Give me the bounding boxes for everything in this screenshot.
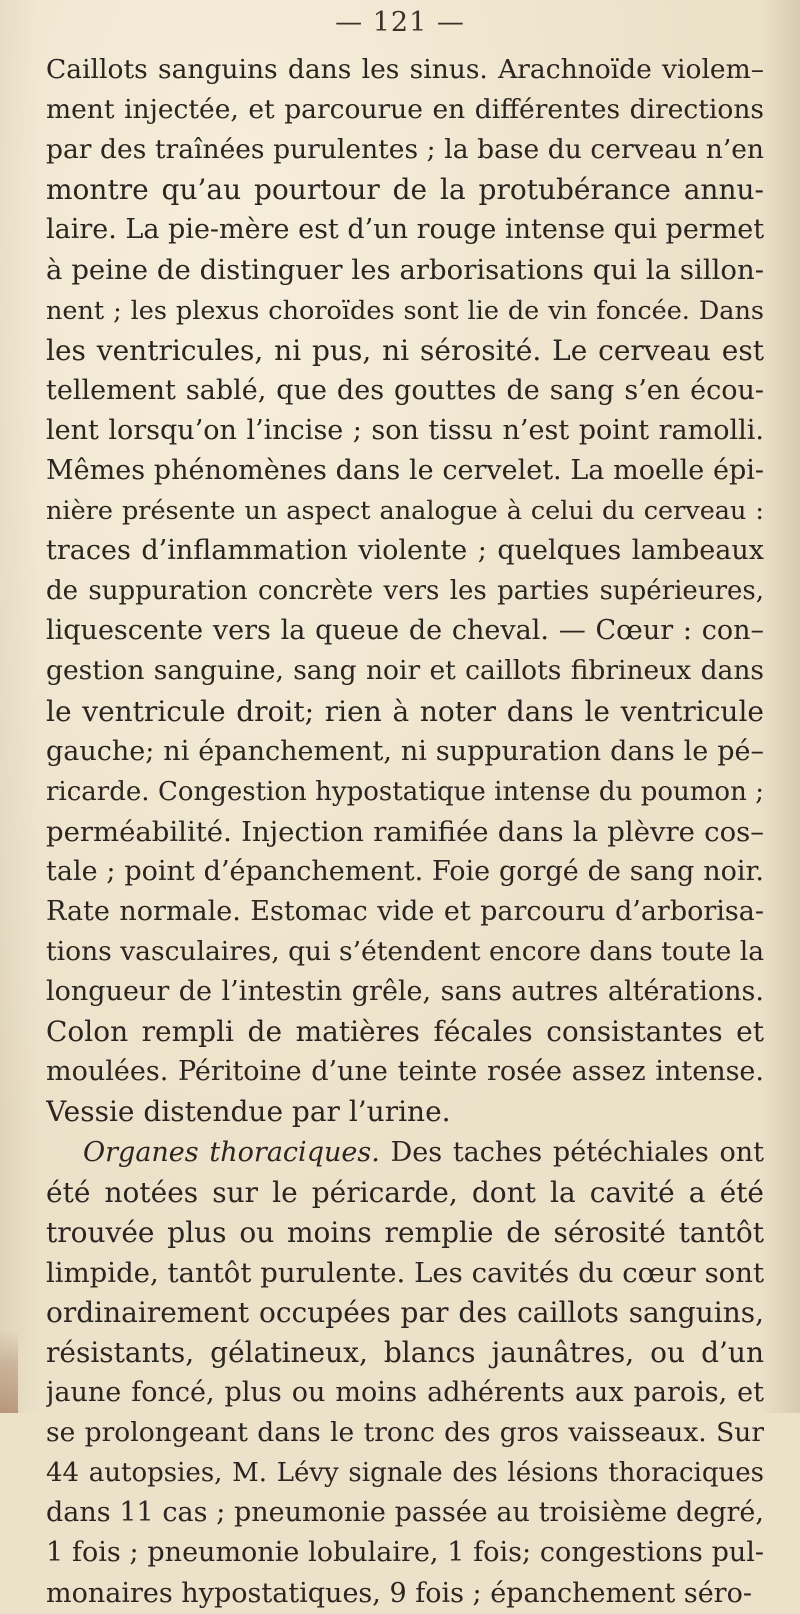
- text-line: gauche; ni épanchement, ni suppuration dans le pé–: [46, 735, 764, 767]
- text-line: monaires hypostatiques, 9 fois ; épanchement séro-: [46, 1577, 752, 1609]
- text-line: dans 11 cas ; pneumonie passée au troisième degré,: [46, 1497, 764, 1529]
- text-line: ment injectée, et parcourue en différentes directions: [46, 94, 764, 126]
- text-line: Colon rempli de matières fécales consistantes et: [46, 1015, 764, 1049]
- text-line: les ventricules, ni pus, ni sérosité. Le cerveau est: [46, 333, 764, 367]
- text-line: jaune foncé, plus ou moins adhérents aux parois, et: [46, 1377, 764, 1409]
- text-line: résistants, gélatineux, blancs jaunâtres, ou d’un: [46, 1336, 764, 1369]
- section-heading: Organes thoraciques.: [83, 1136, 380, 1168]
- page-edge-stain: [0, 1330, 18, 1413]
- text-line: Rate normale. Estomac vide et parcouru d’arborisa-: [46, 895, 764, 927]
- text-line: tions vasculaires, qui s’étendent encore dans toute la: [46, 936, 764, 968]
- text-line: Caillots sanguins dans les sinus. Arachnoïde violem–: [46, 54, 764, 85]
- text-line: se prolongeant dans le tronc des gros vaisseaux. Sur: [46, 1417, 764, 1449]
- text-line: laire. La pie-mère est d’un rouge intense qui permet: [46, 214, 764, 246]
- text-line: gestion sanguine, sang noir et caillots fibrineux dans: [46, 655, 764, 687]
- text-line: nent ; les plexus choroïdes sont lie de vin foncée. Dans: [46, 295, 764, 326]
- text-line: à peine de distinguer les arborisations qui la sillon-: [46, 254, 764, 287]
- text-line: été notées sur le péricarde, dont la cavité a été: [46, 1175, 764, 1209]
- text-line: Mêmes phénomènes dans le cervelet. La moelle épi-: [46, 454, 764, 486]
- text-line: moulées. Péritoine d’une teinte rosée assez intense.: [46, 1056, 764, 1088]
- text-line: par des traînées purulentes ; la base du cerveau n’en: [46, 134, 764, 166]
- text-line: de suppuration concrète vers les parties supérieures,: [46, 576, 764, 607]
- text-line: limpide, tantôt purulente. Les cavités du cœur sont: [46, 1256, 764, 1289]
- text-line: trouvée plus ou moins remplie de sérosité tantôt: [46, 1215, 764, 1249]
- text-line: ricarde. Congestion hypostatique intense du poumon ;: [46, 776, 764, 807]
- text-line: tale ; point d’épanchement. Foie gorgé de sang noir.: [46, 855, 764, 887]
- paragraph-end-line: Vessie distendue par l’urine.: [46, 1095, 451, 1129]
- text-line: le ventricule droit; rien à noter dans le ventricule: [46, 694, 764, 728]
- body-text: [46, 50, 764, 1614]
- text-line: ordinairement occupées par des caillots sanguins,: [46, 1295, 764, 1329]
- text-line: montre qu’au pourtour de la protubérance annu-: [46, 173, 764, 207]
- text-line: liquescente vers la queue de cheval. — Cœur : con–: [46, 615, 764, 647]
- text-line: tellement sablé, que des gouttes de sang s’en écou-: [46, 374, 764, 406]
- text-line: lent lorsqu’on l’incise ; son tissu n’est point ramolli.: [46, 414, 764, 446]
- text-line: 1 fois ; pneumonie lobulaire, 1 fois; congestions pul-: [46, 1537, 764, 1569]
- text-line: 44 autopsies, M. Lévy signale des lésions thoraciques: [46, 1458, 764, 1489]
- text-line: perméabilité. Injection ramifiée dans la plèvre cos–: [46, 815, 764, 848]
- page-number: — 121 —: [335, 7, 465, 38]
- text-line: longueur de l’intestin grêle, sans autres altérations.: [46, 976, 764, 1008]
- section-heading-line: Organes thoraciques. Des taches pétéchiales ont: [83, 1136, 764, 1168]
- text-line: nière présente un aspect analogue à celui du cerveau :: [46, 496, 764, 527]
- text-line: traces d’inflammation violente ; quelques lambeaux: [46, 535, 764, 567]
